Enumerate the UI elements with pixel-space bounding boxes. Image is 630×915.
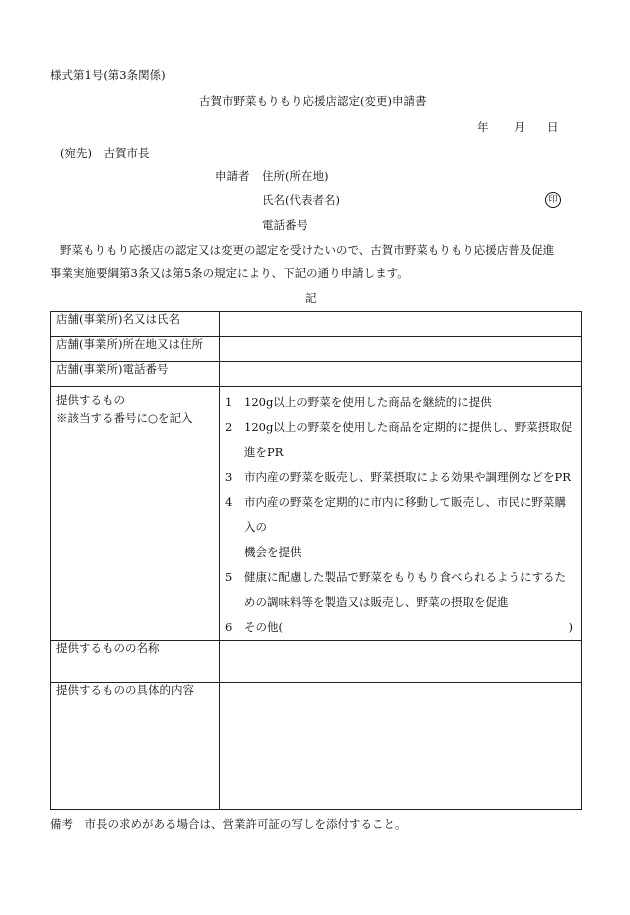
applicant-phone-label: 電話番号 bbox=[262, 218, 308, 232]
table-row bbox=[51, 641, 582, 683]
option-item-2[interactable] bbox=[225, 415, 581, 465]
applicant-label: 申請者 bbox=[215, 169, 250, 183]
option-text-cont: 進をPR bbox=[244, 445, 284, 459]
other-close-paren: ) bbox=[568, 620, 573, 634]
store-address-label: 店舗(事業所)所在地又は住所 bbox=[51, 337, 220, 362]
date-month: 月 bbox=[514, 120, 526, 134]
option-text: 市内産の野菜を定期的に市内に移動して販売し、市民に野菜購入の bbox=[244, 495, 566, 534]
option-item-4[interactable] bbox=[225, 490, 581, 565]
addressee: (宛先) 古賀市長 bbox=[60, 146, 150, 160]
store-phone-label: 店舗(事業所)電話番号 bbox=[51, 362, 220, 387]
offer-name-label: 提供するものの名称 bbox=[51, 641, 220, 683]
option-number: 3 bbox=[225, 470, 233, 484]
date-year: 年 bbox=[477, 120, 489, 134]
document-title: 古賀市野菜もりもり応援店認定(変更)申請書 bbox=[199, 94, 427, 108]
option-number: 4 bbox=[225, 495, 233, 509]
date-day: 日 bbox=[547, 120, 559, 134]
table-row bbox=[51, 387, 582, 641]
offer-note: ※該当する番号に○を記入 bbox=[56, 411, 193, 425]
table-row bbox=[51, 362, 582, 387]
table-row bbox=[51, 312, 582, 337]
option-number: 2 bbox=[225, 420, 233, 434]
offer-detail-field[interactable] bbox=[220, 683, 582, 810]
option-item-3[interactable] bbox=[225, 465, 581, 490]
application-table bbox=[50, 311, 582, 810]
option-item-5[interactable] bbox=[225, 565, 581, 615]
option-text: 健康に配慮した製品で野菜をもりもり食べられるようにするた bbox=[244, 570, 566, 584]
option-number: 5 bbox=[225, 570, 233, 584]
ki-heading: 記 bbox=[305, 291, 317, 305]
option-text: 120g以上の野菜を使用した商品を定期的に提供し、野菜摂取促 bbox=[244, 420, 573, 434]
offer-label: 提供するもの bbox=[56, 393, 125, 407]
store-name-label: 店舗(事業所)名又は氏名 bbox=[51, 312, 220, 337]
intro-line-2: 事業実施要綱第3条又は第5条の規定により、下記の通り申請します。 bbox=[50, 266, 409, 280]
table-row bbox=[51, 337, 582, 362]
store-phone-field[interactable] bbox=[220, 362, 582, 387]
applicant-name-label: 氏名(代表者名) bbox=[262, 193, 340, 207]
option-text: 120g以上の野菜を使用した商品を継続的に提供 bbox=[244, 395, 492, 409]
option-text-cont: 機会を提供 bbox=[244, 545, 302, 559]
offer-name-field[interactable] bbox=[220, 641, 582, 683]
offer-options-cell bbox=[220, 387, 582, 641]
intro-line-1: 野菜もりもり応援店の認定又は変更の認定を受けたいので、古賀市野菜もりもり応援店普及促進 bbox=[60, 243, 555, 257]
form-number: 様式第1号(第3条関係) bbox=[50, 68, 166, 82]
option-text-cont: めの調味料等を製造又は販売し、野菜の摂取を促進 bbox=[244, 595, 509, 609]
option-item-1[interactable] bbox=[225, 390, 581, 415]
option-item-6[interactable] bbox=[225, 615, 581, 640]
seal-mark: 印 bbox=[545, 192, 561, 208]
option-text: 市内産の野菜を販売し、野菜摂取による効果や調理例などをPR bbox=[244, 470, 571, 484]
store-address-field[interactable] bbox=[220, 337, 582, 362]
applicant-address-label: 住所(所在地) bbox=[262, 169, 329, 183]
table-row bbox=[51, 683, 582, 810]
store-name-field[interactable] bbox=[220, 312, 582, 337]
option-number: 6 bbox=[225, 620, 233, 634]
option-text: その他( bbox=[244, 620, 283, 634]
offer-detail-label: 提供するものの具体的内容 bbox=[51, 683, 220, 810]
remarks: 備考 市長の求めがある場合は、営業許可証の写しを添付すること。 bbox=[50, 817, 407, 831]
option-number: 1 bbox=[225, 395, 233, 409]
